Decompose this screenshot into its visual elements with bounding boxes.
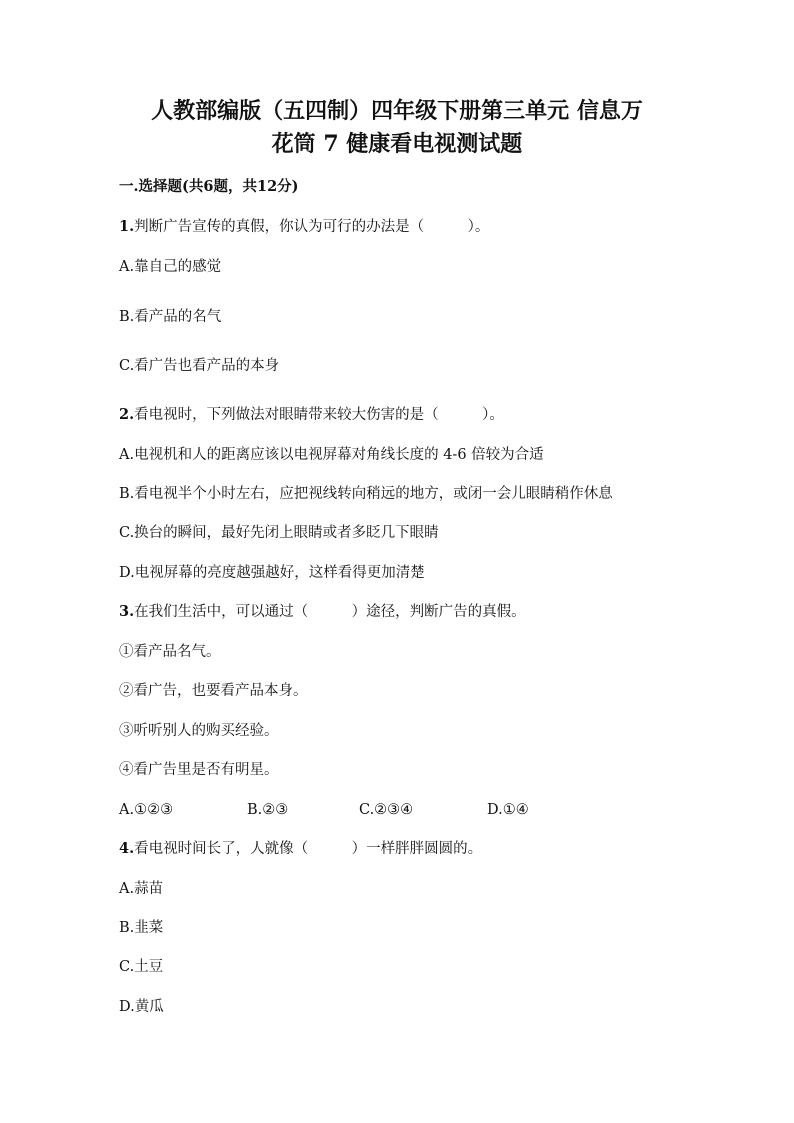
question-2-option-b: B.看电视半个小时左右，应把视线转向稍远的地方，或闭一会儿眼睛稍作休息 [119, 486, 613, 502]
question-4 [119, 839, 482, 859]
question-3-options [119, 800, 719, 820]
question-4-option-d: D.黄瓜 [119, 999, 164, 1015]
question-3-statement-2: ②看广告，也要看产品本身。 [119, 683, 308, 699]
question-2 [119, 405, 504, 425]
question-2-option-d: D.电视屏幕的亮度越强越好，这样看得更加清楚 [119, 565, 425, 581]
section-heading: 一.选择题(共6题，共12分) [119, 178, 299, 195]
question-4-number: 4. [119, 840, 135, 857]
question-1-option-a: A.靠自己的感觉 [119, 259, 222, 275]
question-3-statement-4: ④看广告里是否有明星。 [119, 762, 279, 778]
question-3 [119, 602, 526, 622]
question-4-option-b: B.韭菜 [119, 920, 164, 936]
question-3-statement-1: ①看产品名气。 [119, 644, 221, 660]
question-1-text: 判断广告宣传的真假，你认为可行的办法是（ ）。 [134, 219, 490, 235]
page-title-line-2: 花筒 7 健康看电视测试题 [271, 131, 523, 157]
question-3-option-b: B.②③ [247, 802, 289, 818]
question-3-option-c: C.②③④ [359, 802, 414, 818]
question-3-statement-3: ③听听别人的购买经验。 [119, 723, 279, 739]
question-1-number: 1. [119, 218, 135, 235]
question-4-text: 看电视时间长了，人就像（ ）一样胖胖圆圆的。 [134, 841, 483, 857]
question-3-number: 3. [119, 603, 135, 620]
question-3-option-a: A.①②③ [119, 802, 174, 818]
question-2-text: 看电视时，下列做法对眼睛带来较大伤害的是（ ）。 [134, 407, 504, 423]
question-3-text: 在我们生活中，可以通过（ ）途径，判断广告的真假。 [134, 604, 526, 620]
question-4-option-a: A.蒜苗 [119, 881, 164, 897]
question-1 [119, 217, 489, 237]
question-2-number: 2. [119, 406, 135, 423]
question-2-option-c: C.换台的瞬间，最好先闭上眼睛或者多眨几下眼睛 [119, 525, 439, 541]
question-1-option-c: C.看广告也看产品的本身 [119, 358, 280, 374]
question-1-option-b: B.看产品的名气 [119, 309, 222, 325]
question-2-option-a: A.电视机和人的距离应该以电视屏幕对角线长度的 4-6 倍较为合适 [119, 447, 544, 463]
page-title-line-1: 人教部编版（五四制）四年级下册第三单元 信息万 [151, 98, 643, 124]
question-3-option-d: D.①④ [487, 802, 529, 818]
question-4-option-c: C.土豆 [119, 959, 164, 975]
